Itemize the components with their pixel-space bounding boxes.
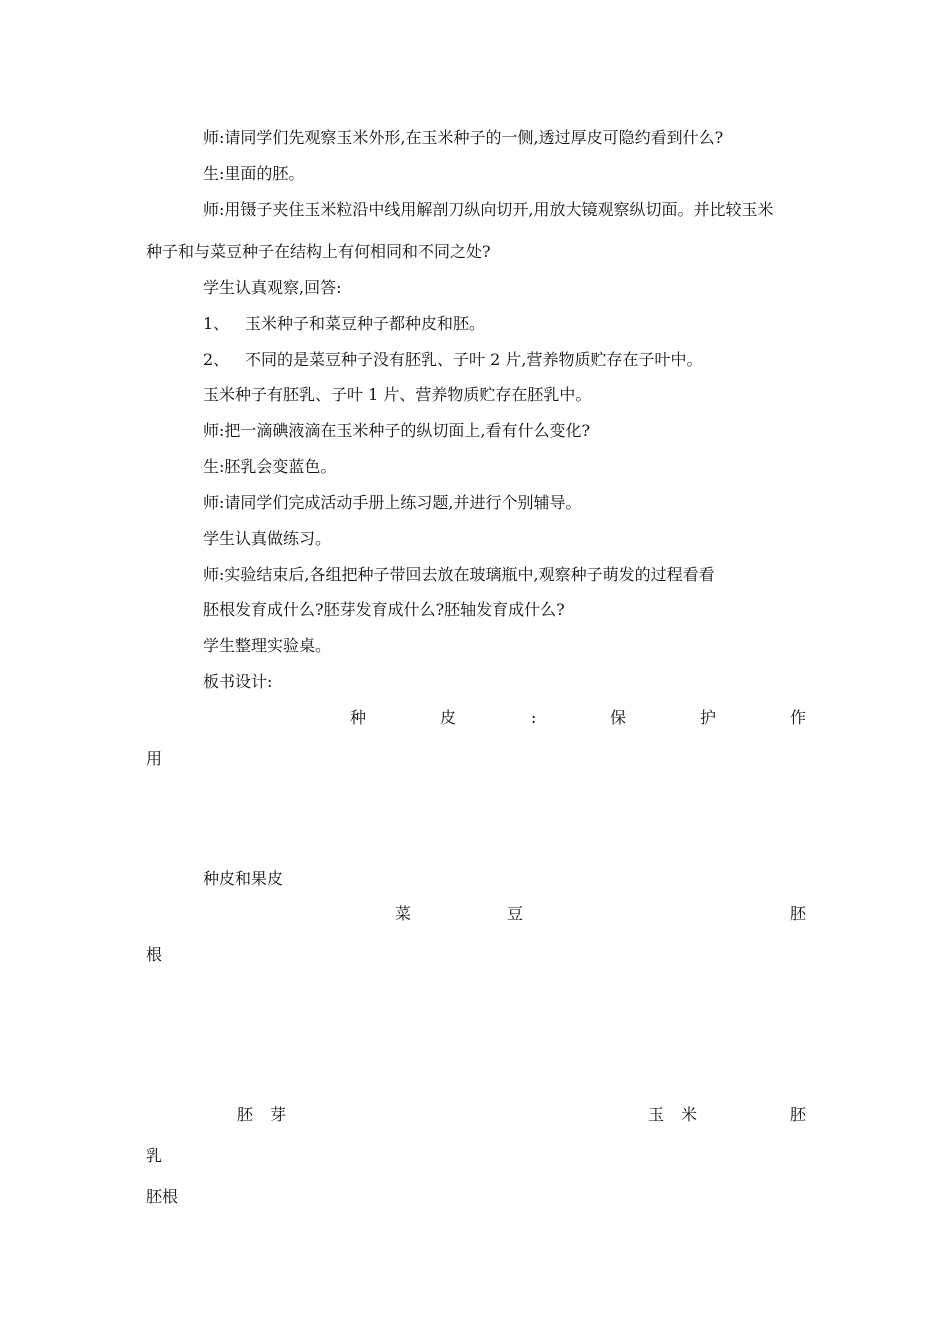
list-item-1-number: 1、 <box>203 314 230 333</box>
board-row3-char: 米 <box>681 1105 698 1124</box>
paragraph-teacher-instruction-line1: 师:用镊子夹住玉米粒沿中线用解剖刀纵向切开,用放大镜观察纵切面。并比较玉米 <box>203 200 774 219</box>
board-row3-char: 芽 <box>270 1105 287 1124</box>
board-row2-char: 胚 <box>790 904 807 923</box>
board-row2-wrap: 根 <box>146 945 163 964</box>
paragraph-germination-questions: 胚根发育成什么?胚芽发育成什么?胚轴发育成什么? <box>203 600 565 619</box>
board-row1-char: 保 <box>610 708 627 727</box>
board-row4: 胚根 <box>146 1187 179 1206</box>
paragraph-student-blue: 生:胚乳会变蓝色。 <box>203 457 337 476</box>
paragraph-teacher-question-1: 师:请同学们先观察玉米外形,在玉米种子的一侧,透过厚皮可隐约看到什么? <box>203 128 724 147</box>
paragraph-teacher-germination: 师:实验结束后,各组把种子带回去放在玻璃瓶中,观察种子萌发的过程看看 <box>203 565 715 584</box>
board-row3-wrap: 乳 <box>146 1146 163 1165</box>
board-row1-char: 皮 <box>440 708 457 727</box>
list-item-2-text: 不同的是菜豆种子没有胚乳、子叶 2 片,营养物质贮存在子叶中。 <box>245 350 703 369</box>
board-row3-char: 玉 <box>648 1105 665 1124</box>
board-row2-char: 菜 <box>395 904 412 923</box>
paragraph-corn-seed: 玉米种子有胚乳、子叶 1 片、营养物质贮存在胚乳中。 <box>203 385 592 404</box>
board-seed-coat: 种皮和果皮 <box>203 869 284 888</box>
board-row3-char: 胚 <box>790 1105 807 1124</box>
list-item-2-number: 2、 <box>203 350 230 369</box>
paragraph-student-observe: 学生认真观察,回答: <box>203 278 342 297</box>
board-row1-wrap: 用 <box>146 749 163 768</box>
board-row1-char: 种 <box>350 708 367 727</box>
board-row1-char: 护 <box>700 708 717 727</box>
list-item-1-text: 玉米种子和菜豆种子都种皮和胚。 <box>245 314 486 333</box>
paragraph-teacher-exercise: 师:请同学们完成活动手册上练习题,并进行个别辅导。 <box>203 493 582 512</box>
paragraph-student-answer-1: 生:里面的胚。 <box>203 164 305 183</box>
board-design-heading: 板书设计: <box>203 672 273 691</box>
paragraph-student-exercise: 学生认真做练习。 <box>203 529 332 548</box>
paragraph-student-cleanup: 学生整理实验桌。 <box>203 636 332 655</box>
board-row2-char: 豆 <box>507 904 524 923</box>
paragraph-teacher-iodine: 师:把一滴碘液滴在玉米种子的纵切面上,看有什么变化? <box>203 421 591 440</box>
paragraph-teacher-instruction-line2: 种子和与菜豆种子在结构上有何相同和不同之处? <box>146 242 491 261</box>
board-row3-char: 胚 <box>237 1105 254 1124</box>
board-row1-char: 作 <box>790 708 807 727</box>
board-row1-char: : <box>531 708 537 727</box>
